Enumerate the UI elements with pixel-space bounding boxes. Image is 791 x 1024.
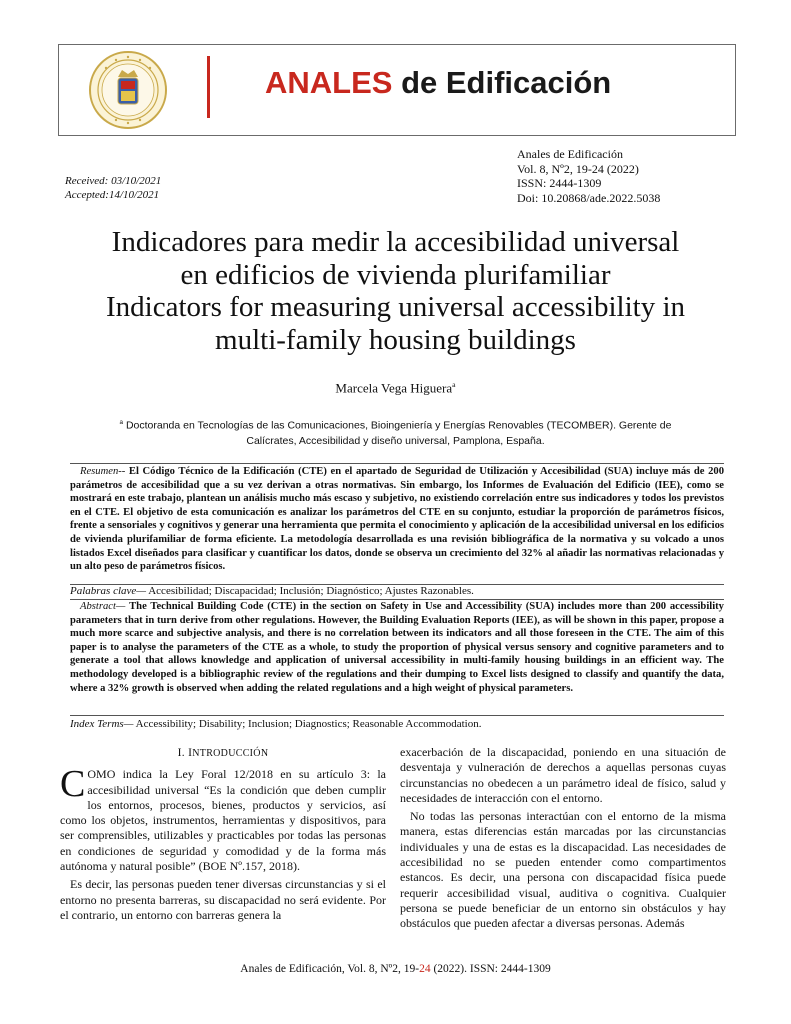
palabras-clave-text: Accesibilidad; Discapacidad; Inclusión; Diagnóstico; Ajustes Razonables.: [148, 585, 474, 597]
paper-title: [40, 226, 751, 356]
received-date: Received: 03/10/2021: [65, 175, 162, 187]
author: [0, 380, 791, 396]
journal-name: [265, 63, 611, 103]
dates-block: [65, 174, 161, 202]
resumen-block: [70, 465, 724, 574]
page-footer: [0, 963, 791, 975]
footer-page-end: 24: [419, 963, 431, 975]
body-left-column: [60, 746, 386, 923]
paragraph-2: Es decir, las personas pueden tener diversas circunstancias y si el entorno no presenta barreras, su discapacidad no será evidente. Por el contrario, un entorno con barreras genera la: [60, 877, 386, 922]
university-seal-icon: [88, 50, 168, 130]
section-title-initial: I: [188, 747, 193, 759]
accepted-date: Accepted:14/10/2021: [65, 189, 160, 201]
paragraph-3: exacerbación de la discapacidad, poniendo en una situación de desventaja y vulneración de derechos a aquellas personas cuyas circunstancias no obedecen a un parámetro ideal de físico, salud y necesidades de interacción con el entorno.: [400, 745, 726, 805]
section-number: I.: [177, 747, 185, 759]
title-en-line2: multi-family housing buildings: [215, 323, 576, 356]
section-heading-introduccion: [60, 746, 386, 761]
affiliation-line2: Calícrates, Accesibilidad y diseño universal, Pamplona, España.: [246, 434, 545, 447]
index-terms-text: Accessibility; Disability; Inclusion; Diagnostics; Reasonable Accommodation.: [135, 718, 482, 730]
footer-suffix: (2022). ISSN: 2444-1309: [430, 963, 551, 975]
author-name: Marcela Vega Higuera: [335, 380, 453, 396]
journal-info-volume: Vol. 8, Nº2, 19-24 (2022): [517, 161, 639, 176]
paragraph-1-text: OMO indica la Ley Foral 12/2018 en su artículo 3: la accesibilidad universal “Es la condición que deben cumplir los entornos, procesos, bienes, productos y servicios, así como los objetos, instrumentos, herramientas y dispositivos, para ser comprensibles, utilizables y practicables por todas las personas en condiciones de seguridad y comodidad y de la forma más autónoma y natural posible” (BOE Nº.157, 2018).: [60, 767, 386, 874]
footer-prefix: Anales de Edificación, Vol. 8, Nº2, 19-: [240, 963, 420, 975]
resumen-text: El Código Técnico de la Edificación (CTE) en el apartado de Seguridad de Utilización y Accesibilidad (SUA) incluye más de 200 parámetros de accesibilidad que a su vez derivan a otras normativas. Sin embargo, los Informes de Evaluación del Edificio (IEE), como se mostrará en este trabajo, plantean un análisis mucho más escaso y subjetivo, no existiendo correlación entre sus indicadores y todos los previstos en el CTE. El objetivo de esta comunicación es analizar los parámetros del CTE en su conjunto, estudiar la proporción de parámetros físicos, frente a sensoriales y cognitivos y generar una herramienta que permita el conocimiento y aplicación de la accesibilidad universal en los edificios de vivienda plurifamiliar de forma eficiente. La metodología desarrollada es una revisión bibliográfica de la normativa y su volcado a unos listados Excel diseñados para clasificar y cuantificar los datos, donde se observa un crecimiento del 32% al añadir las normativas relacionadas y un alto peso de parámetros físicos.: [70, 466, 724, 573]
index-terms-label: Index Terms—: [70, 718, 134, 730]
paragraph-1: [60, 763, 386, 874]
author-mark: a: [452, 380, 456, 389]
dropcap: C: [60, 763, 86, 806]
title-es-line1: Indicadores para medir la accesibilidad universal: [111, 226, 680, 258]
abstract-text: The Technical Building Code (CTE) in the section on Safety in Use and Accessibility (SUA) includes more than 200 accessibility parameters that in turn derive from other regulations. However, the Building Evaluation Reports (IEE), as will be shown in this paper, propose a much more scarce and subjective analysis, and there is no correlation between its indicators and all those foreseen in the CTE. The aim of this paper is to analyse the parameters of the CTE as a whole, to study the proportion of physical versus sensory and cognitive parameters and to generate a tool that allows knowledge and application of universal accessibility in multi-family housing buildings in an efficient way. The methodology developed is a bibliographic review of the regulations and their dumping to Excel lists designed to classify and quantify the data, where a 32% growth is observed when adding the related regulations and a high weight of physical parameters.: [70, 601, 724, 694]
header-divider: [207, 56, 210, 118]
affiliation-mark: a: [119, 419, 124, 426]
journal-name-edificacion: de Edificación: [392, 65, 612, 100]
abstract-label: Abstract—: [80, 601, 126, 612]
affiliation: [100, 415, 691, 449]
journal-info-name: Anales de Edificación: [517, 147, 623, 161]
journal-info-issn: ISSN: 2444-1309: [517, 176, 602, 190]
divider-top: [70, 463, 724, 464]
journal-name-anales: ANALES: [265, 65, 393, 100]
section-title-rest: NTRODUCCIÓN: [192, 748, 269, 759]
paragraph-4: No todas las personas interactúan con el entorno de la misma manera, estas diferencias están marcadas por las circunstancias individuales y una de estas es la discapacidad. Las necesidades de accesibilidad no se pueden entender como compartimentos estancos. Es decir, una persona con discapacidad física puede requerir accesibilidad visual, auditiva o cognitiva. Cualquier persona se puede beneficiar de un entorno sin obstáculos y hay obstáculos que pueden afectar a diversas personas. Además: [400, 809, 726, 931]
affiliation-line1: Doctoranda en Tecnologías de las Comunicaciones, Bioingeniería y Energías Renovables (TECOMBER). Gerente de: [125, 419, 672, 432]
resumen-label: Resumen--: [80, 466, 126, 477]
abstract-block: [70, 600, 724, 695]
title-es-line2: en edificios de vivienda plurifamiliar: [180, 258, 611, 291]
index-terms: [70, 718, 724, 731]
title-en-line1: Indicators for measuring universal accessibility in: [105, 291, 686, 323]
body-right-column: [400, 745, 726, 932]
journal-info: [517, 147, 660, 205]
palabras-clave-label: Palabras clave—: [70, 585, 147, 597]
divider-abstract: [70, 715, 724, 716]
palabras-clave: [70, 585, 724, 598]
journal-info-doi[interactable]: Doi: 10.20868/ade.2022.5038: [517, 190, 661, 205]
